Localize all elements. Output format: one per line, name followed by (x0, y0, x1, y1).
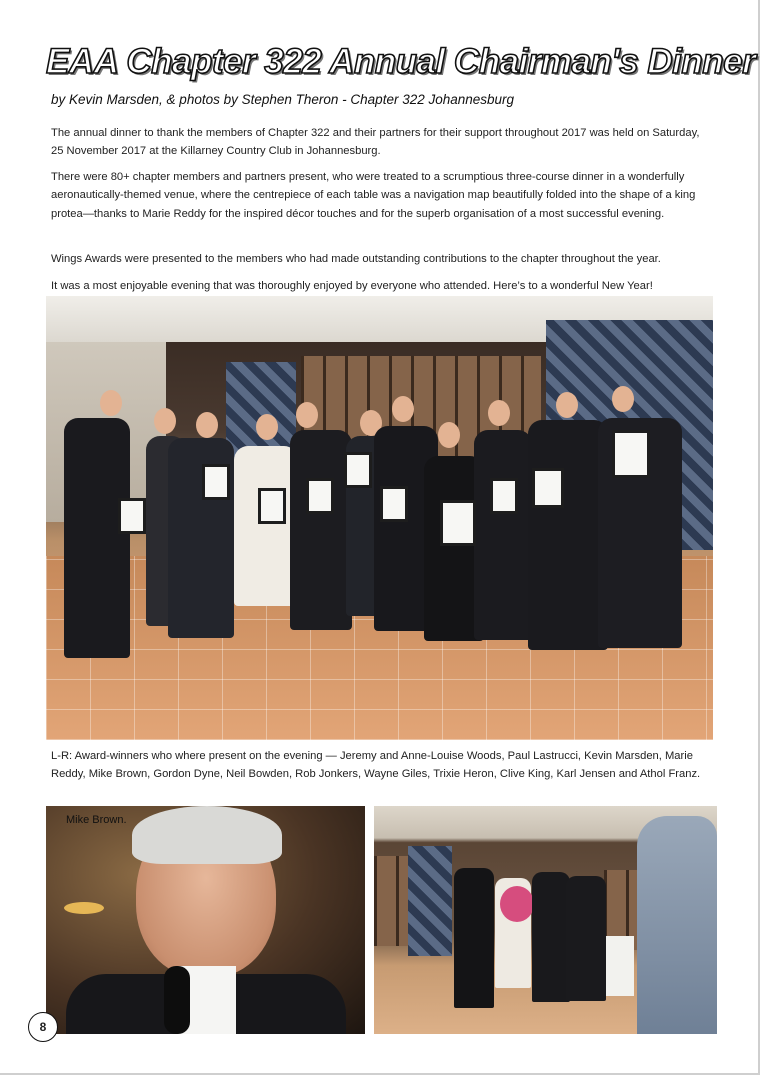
photo-label: Mike Brown. (66, 814, 127, 826)
person (234, 446, 298, 606)
person (64, 418, 130, 658)
person-head (438, 422, 460, 448)
group-photo-caption: L-R: Award-winners who where present on the evening — Jeremy and Anne-Louise Woods, Paul Lastrucci, Kevin Marsden, Marie Reddy, Mike Brown, Gordon Dyne, Neil Bowden, Rob Jonkers, Wayne Giles, Trixie Heron, Clive King, Karl Jensen and Athol Franz. (51, 750, 701, 781)
table-cloth (606, 936, 634, 996)
person-head (556, 392, 578, 418)
speaker-hair (132, 806, 282, 864)
curtain (408, 846, 452, 956)
microphone (164, 966, 190, 1034)
presentation-photo (374, 806, 717, 1034)
foreground-person (637, 816, 717, 1034)
person-head (196, 412, 218, 438)
flower-bouquet (500, 886, 534, 922)
wings-certificate (306, 478, 334, 514)
paragraph-2: There were 80+ chapter members and partners present, who were treated to a scrumptious three-course dinner in a wonderfully aeronautically-themed venue, where the centrepiece of each table was a navigation map beautifully folded into the shape of a king protea—thanks to Marie Reddy for the inspired décor touches and for the superb organisation of a most successful evening. (51, 171, 696, 220)
wings-certificate (440, 500, 476, 546)
article-title: EAA Chapter 322 Annual Chairman's Dinner (46, 42, 756, 81)
mike-brown-photo (46, 806, 365, 1034)
person-head (100, 390, 122, 416)
person (532, 872, 570, 1002)
wings-certificate (118, 498, 146, 534)
paragraph-1: The annual dinner to thank the members of Chapter 322 and their partners for their support throughout 2017 was held on Saturday, 25 November 2017 at the Killarney Country Club in Johannesburg. (51, 127, 700, 158)
wings-certificate (612, 430, 650, 478)
person (290, 430, 352, 630)
person (474, 430, 532, 640)
wings-certificate (380, 486, 408, 522)
ceiling-light (64, 902, 104, 914)
person-head (612, 386, 634, 412)
wings-certificate (202, 464, 230, 500)
person-head (256, 414, 278, 440)
person (566, 876, 606, 1001)
person (454, 868, 494, 1008)
person-head (154, 408, 176, 434)
wings-certificate (490, 478, 518, 514)
paragraph-4: It was a most enjoyable evening that was thoroughly enjoyed by everyone who attended. Here’s to a wonderful New Year! (51, 280, 653, 292)
person-head (488, 400, 510, 426)
page-number: 8 (28, 1012, 58, 1042)
person-head (296, 402, 318, 428)
wings-certificate (258, 488, 286, 524)
wings-certificate (344, 452, 372, 488)
window (374, 856, 408, 946)
person (528, 420, 608, 650)
person-head (392, 396, 414, 422)
article-byline: by Kevin Marsden, & photos by Stephen Theron - Chapter 322 Johannesburg (51, 92, 515, 107)
wings-certificate (532, 468, 564, 508)
paragraph-3: Wings Awards were presented to the members who had made outstanding contributions to the chapter throughout the year. (51, 253, 661, 265)
group-award-photo (46, 296, 713, 740)
